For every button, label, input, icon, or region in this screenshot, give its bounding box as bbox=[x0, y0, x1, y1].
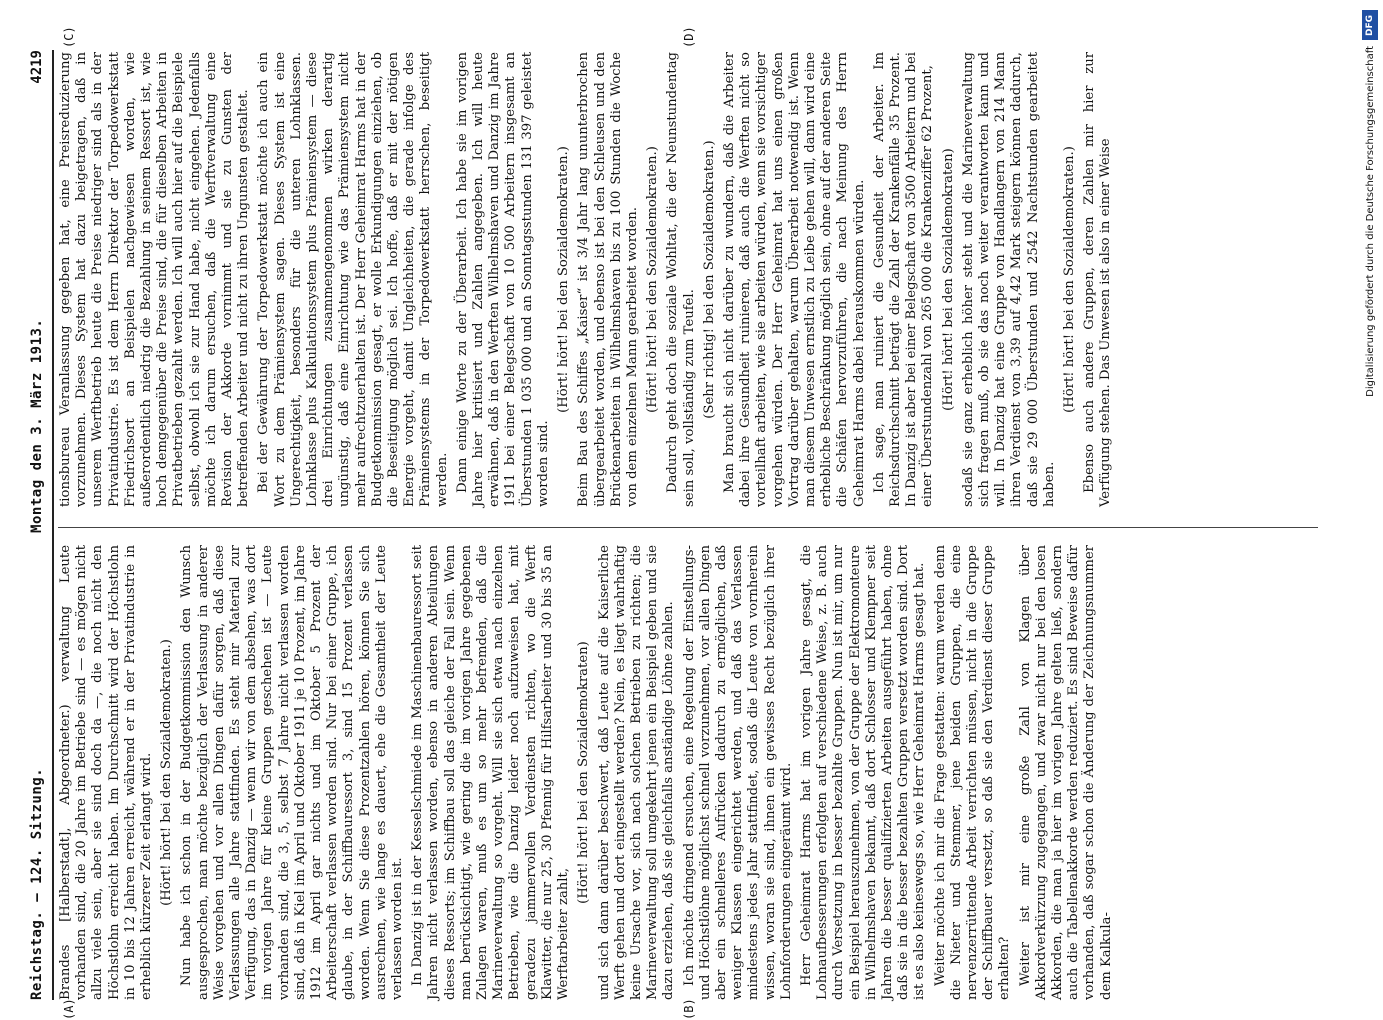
paragraph: Ich sage, man ruiniert die Gesundheit der Arbeiter. Im Reichsdurchschnitt beträgt die Zahl der Krankenfälle 35 Prozent. In Danzig ist aber bei einer Belegschaft von 3500 Arbeitern und bei einer Überstundenzahl von 265 000 die Krankenziffer 62 Prozent, bbox=[871, 52, 936, 507]
paragraph: Nun habe ich schon in der Budgetkommission den Wunsch ausgesprochen, man möchte bezüglich der Verlassung in anderer Weise vorgehen und vor allen Dingen dafür sorgen, daß diese Verlassungen alle Jahre stattfinden. Es steht mir Material zur Verfügung, das in Danzig — wenn wir von dem absehen, was dort im vorigen Jahre für kleine Gruppen geschehen ist — Leute vorhanden sind, die 3, 5, selbst 7 Jahre nicht verlassen worden sind, daß in Kiel im April und Oktober 1911 je 10 Prozent, im Jahre 1912 im April gar nichts und im Oktober 5 Prozent der Arbeiterschaft verlassen worden sind. Nur bei einer Gruppe, ich glaube, in der Schiffbauressort 3, sind 15 Prozent verlassen worden. Wenn Sie diese Prozentzahlen hören, können Sie sich ausrechnen, wie lange es dauert, ehe die Gesamtheit der Leute verlassen worden ist. bbox=[179, 545, 406, 1000]
marker-c: (C) bbox=[62, 26, 76, 48]
header-left: Reichstag. — 124. Sitzung. bbox=[29, 767, 45, 1000]
left-column bbox=[58, 545, 1119, 1000]
paragraph: Dadurch geht doch die soziale Wohltat, die der Neunstundentag sein soll, vollständig zum Teufel. bbox=[665, 52, 697, 507]
interjection: (Sehr richtig! bei den Sozialdemokraten.) bbox=[701, 140, 717, 419]
marker-b: (B) bbox=[682, 998, 696, 1020]
paragraph: Weiter ist mir eine große Zahl von Klagen über Akkordverkürzung zugegangen, und zwar nicht nur bei den losen Akkorden, die man ja hier im vorigen Jahre gelten ließ, sondern auch die Tabellenakkorde werden reduziert. Es sind Beweise dafür vorhanden, daß sogar schon die Änderung der Zeichnungsnummer dem Kalkula- bbox=[1017, 545, 1114, 1000]
interjection: (Hört! hört! bei den Sozialdemokraten) bbox=[576, 641, 592, 904]
page-number: 4219 bbox=[29, 50, 45, 84]
paragraph: Man braucht sich nicht darüber zu wundern, daß die Arbeiter dabei ihre Gesundheit ruinieren, daß auch die Werften nicht so vorteilhaft arbeiten, wie sie arbeiten würden, wenn sie vorsichtiger vorgehen würden. Der Herr Geheimrat hat uns einen großen Vortrag darüber gehalten, warum Überarbeit notwendig ist. Wenn man diesem Unwesen ernstlich zu Leibe gehen will, dann wird eine erhebliche Beschränkung möglich sein, ohne auf der anderen Seite die Schäfen hervorzuführen, die nach Meinung des Herrn Geheimrat Harms dabei herauskommen würden. bbox=[721, 52, 867, 507]
paragraph: Beim Bau des Schiffes „Kaiser“ ist 3/4 Jahr lang ununterbrochen übergearbeitet worden, und ebenso ist bei den Schleusen und den Brückenarbeiten in Wilhelmshaven bis zu 100 Stunden die Woche von dem einzelnen Mann gearbeitet worden. bbox=[576, 52, 640, 507]
paragraph: Brandes [Halberstadt], Abgeordneter.) verwaltung Leute vorhanden sind, die 20 Jahre im Betriebe sind — es mögen nicht allzu viele sein, aber sie sind doch da —, die noch nicht den Höchstlohn erreicht haben. Im Durchschnitt wird der Höchstlohn in 10 bis 12 Jahren erreicht, während er in der Privatindustrie in erheblich kürzerer Zeit erlangt wird. bbox=[58, 545, 155, 1000]
interjection: (Hört! hört! bei den Sozialdemokraten.) bbox=[159, 639, 175, 906]
paragraph: Herr Geheimrat Harms hat im vorigen Jahre gesagt, die Lohnaufbesserungen erfolgten auf verschiedene Weise, z. B. auch durch Versetzung in besser bezahlte Gruppen. Nun ist mir, um nur ein Beispiel herauszunehmen, von der Gruppe der Elektromonteure in Wilhelmshaven bekannt, daß dort Schlosser und Klempner seit Jahren die besser qualifizierten Arbeiten ausgeführt haben, ohne daß sie in die besser bezahlten Gruppen versetzt worden sind. Dort ist es also keineswegs so, wie Herr Geheimrat Harms gesagt hat. bbox=[798, 545, 928, 1000]
paragraph: Weiter möchte ich mir die Frage gestatten: warum werden denn die Nieter und Stemmer, jene beiden Gruppen, die eine nervenzerrüttende Arbeit verrichten müssen, nicht in die Gruppe der Schiffbauer versetzt, so daß sie den Verdienst dieser Gruppe erhalten? bbox=[932, 545, 1013, 1000]
interjection: (Hört! hört! bei den Sozialdemokraten) bbox=[940, 148, 956, 411]
document-page bbox=[22, 0, 1114, 1020]
paragraph: In Danzig ist in der Kesselschmiede im Maschinenbauressort seit Jahren nicht verlassen worden, ebenso in anderen Abteilungen dieses Ressorts; im Schiffbau soll das gleiche der Fall sein. Wenn man berücksichtigt, wie gering die im vorigen Jahre gegebenen Zulagen waren, muß es um so mehr befremden, daß die Marineverwaltung so vorgeht. Will sie sich etwa nach einzelnen Betrieben, wie die Danzig leider noch aufzuweisen hat, mit geradezu jammervollen Verdiensten richten, wo die Werft Klawitter, die nur 25, 30 Pfennig für Hilfsarbeiter und 30 bis 35 an Werftarbeiter zahlt, bbox=[410, 545, 572, 1000]
marker-d: (D) bbox=[682, 26, 696, 48]
header-date: Montag den 3. März 1913. bbox=[29, 318, 45, 533]
column-divider bbox=[58, 527, 1318, 528]
digitization-credit bbox=[1361, 10, 1379, 750]
paragraph: Ich möchte dringend ersuchen, eine Regelung der Einstellungs- und Höchstlöhne möglichst schnell vorzunehmen, vor allen Dingen aber ein schnelleres Aufrücken dadurch zu ermöglichen, daß weniger Klassen eingerichtet werden, und daß das Verlassen mindestens jedes Jahr stattfindet, sodaß die Leute von vornherein wissen, woran sie sind, ihnen ein gewisses Recht bezüglich ihrer Lohnforderungen eingeräumt wird. bbox=[681, 545, 794, 1000]
marker-a: (A) bbox=[62, 998, 76, 1020]
credit-text: Digitalisierung gefördert durch die Deutsche Forschungsgemeinschaft bbox=[1364, 46, 1376, 397]
interjection: (Hört! hört! bei den Sozialdemokraten.) bbox=[645, 146, 661, 413]
dfg-logo: DFG bbox=[1362, 10, 1378, 40]
paragraph: Dann einige Worte zu der Überarbeit. Ich habe sie im vorigen Jahre hier kritisiert und Zahlen angegeben. Ich will heute erwähnen, daß in den Werften Wilhelmshaven und Danzig im Jahre 1911 bei einer Belegschaft von 10 500 Arbeitern insgesamt an Überstunden 1 035 000 und an Sonntagsstunden 131 397 geleistet worden sind. bbox=[454, 52, 551, 507]
paragraph: tionsbureau Veranlassung gegeben hat, eine Preisreduzierung vorzunehmen. Dieses System hat dazu beigetragen, daß in unserem Werftbetrieb heute die Preise niedriger sind als in der Privatindustrie. Es ist dem Herrn Direktor der Torpedowerkstatt Friedrichsort an Beispielen nachgewiesen worden, wie außerordentlich niedrig die Bezahlung in seinem Ressort ist, wie hoch demgegenüber die Preise sind, die für dieselben Arbeiten in Privatbetrieben gezahlt werden. Ich will auch hier auf die Beispiele selbst, obwohl ich sie zur Hand habe, nicht eingehen. Jedenfalls möchte ich darum ersuchen, daß die Werftverwaltung eine Revision der Akkorde vornimmt und sie zu Gunsten der betreffenden Arbeiter und nicht zu ihren Ungunsten gestaltet. bbox=[58, 52, 252, 507]
paragraph: Ebenso auch andere Gruppen, deren Zahlen mir hier zur Verfügung stehen. Das Unwesen ist also in einer Weise bbox=[1082, 52, 1114, 507]
paragraph: Bei der Gewährung der Torpedowerkstatt möchte ich auch ein Wort zu dem Prämiensystem sagen. Dieses System ist eine Ungerechtigkeit, besonders für die unteren Lohnklassen. Lohnklasse plus Kalkulationssystem plus Prämiensystem — diese drei Einrichtungen zusammengenommen wirken derartig ungünstig, daß eine Einrichtung wie das Prämiensystem nicht mehr aufrechtzuerhalten ist. Der Herr Geheimrat Harms hat in der Budgetkommission gesagt, er wolle Erkundigungen einziehen, ob die Beseitigung möglich sei. Ich hoffe, daß er mit der nötigen Energie vorgeht, damit Ungleichheiten, die gerade infolge des Prämiensystems in der Torpedowerkstatt herrschen, beseitigt werden. bbox=[256, 52, 450, 507]
interjection: (Hört! hört! bei den Sozialdemokraten.) bbox=[1061, 146, 1077, 413]
interjection: (Hört! hört! bei den Sozialdemokraten.) bbox=[556, 146, 572, 413]
page-header bbox=[22, 50, 54, 1000]
paragraph: und sich dann darüber beschwert, daß Leute auf die Kaiserliche Werft gehen und dort eingestellt werden? Nein, es liegt wahrhaftig keine Ursache vor, sich nach solchen Betrieben zu richten; die Marineverwaltung soll umgekehrt jenen ein Beispiel geben und sie dazu erziehen, daß sie gleichfalls anständige Löhne zahlen. bbox=[596, 545, 677, 1000]
right-column bbox=[58, 52, 1119, 507]
paragraph: sodaß sie ganz erheblich höher steht und die Marineverwaltung sich fragen muß, ob sie das noch weiter verantworten kann und will. In Danzig hat eine Gruppe von Handlangern von 214 Mann ihren Verdienst von 3,39 auf 4,42 Mark steigern können dadurch, daß sie 29 000 Überstunden und 2542 Nachtstunden gearbeitet haben. bbox=[960, 52, 1057, 507]
